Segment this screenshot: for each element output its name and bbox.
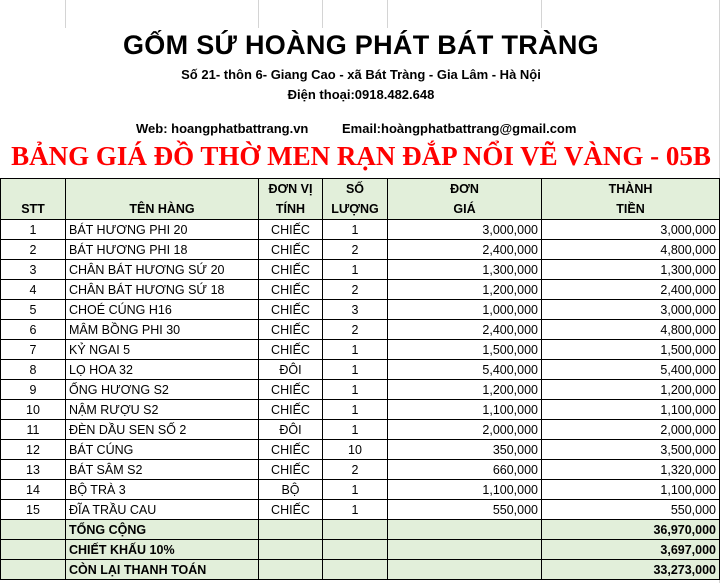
empty-cell[interactable] (323, 540, 388, 560)
cell-unit[interactable]: BỘ (259, 480, 323, 500)
cell-line-total[interactable]: 1,500,000 (542, 340, 720, 360)
cell-line-total[interactable]: 1,100,000 (542, 400, 720, 420)
company-web: Web: hoangphatbattrang.vn (136, 121, 309, 136)
company-phone: Điện thoại:0918.482.648 (287, 87, 435, 102)
gridline (258, 0, 259, 28)
cell-row-number[interactable]: 15 (1, 500, 66, 520)
cell-unit-price[interactable]: 550,000 (388, 500, 542, 520)
summary-row (1, 520, 720, 540)
summary-row (1, 560, 720, 580)
empty-cell[interactable] (259, 520, 323, 540)
column-header-text: THÀNH (608, 182, 653, 196)
empty-cell[interactable] (1, 540, 66, 560)
table-row (1, 400, 720, 420)
cell-quantity[interactable]: 3 (323, 300, 388, 320)
column-header-text: SỐ (345, 182, 365, 196)
table-row (1, 460, 720, 480)
cell-row-number[interactable]: 3 (1, 260, 66, 280)
table-row (1, 440, 720, 460)
empty-cell[interactable] (323, 560, 388, 580)
table-row (1, 420, 720, 440)
column-header-text: GIÁ (453, 202, 476, 216)
cell-unit-price[interactable]: 1,000,000 (388, 300, 542, 320)
company-address: Số 21- thôn 6- Giang Cao - xã Bát Tràng - Gia Lâm - Hà Nội (181, 67, 541, 82)
table-row (1, 380, 720, 400)
cell-unit-price[interactable]: 2,400,000 (388, 320, 542, 340)
column-header-text: TIỀN (616, 202, 645, 216)
cell-line-total[interactable]: 2,000,000 (542, 420, 720, 440)
cell-quantity[interactable]: 1 (323, 340, 388, 360)
cell-line-total[interactable]: 1,300,000 (542, 260, 720, 280)
table-row (1, 480, 720, 500)
summary-label[interactable]: CÒN LẠI THANH TOÁN (66, 560, 259, 580)
gridline (387, 0, 388, 28)
cell-row-number[interactable]: 13 (1, 460, 66, 480)
cell-item-name[interactable]: KỶ NGAI 5 (66, 340, 259, 360)
cell-line-total[interactable]: 1,200,000 (542, 380, 720, 400)
summary-value[interactable]: 3,697,000 (542, 540, 720, 560)
empty-cell[interactable] (259, 540, 323, 560)
summary-label[interactable]: CHIẾT KHẤU 10% (66, 540, 259, 560)
cell-item-name[interactable]: BỘ TRÀ 3 (66, 480, 259, 500)
cell-unit[interactable]: CHIẾC (259, 280, 323, 300)
cell-line-total[interactable]: 3,500,000 (542, 440, 720, 460)
cell-row-number[interactable]: 11 (1, 420, 66, 440)
empty-cell[interactable] (388, 560, 542, 580)
cell-line-total[interactable]: 2,400,000 (542, 280, 720, 300)
gridline (322, 0, 323, 28)
cell-unit-price[interactable]: 1,200,000 (388, 380, 542, 400)
cell-quantity[interactable]: 1 (323, 400, 388, 420)
cell-row-number[interactable]: 4 (1, 280, 66, 300)
cell-unit[interactable]: ĐÔI (259, 420, 323, 440)
cell-item-name[interactable]: CHÂN BÁT HƯƠNG SỨ 20 (66, 260, 259, 280)
table-row (1, 500, 720, 520)
price-table (0, 178, 720, 580)
cell-quantity[interactable]: 1 (323, 500, 388, 520)
column-header (1, 179, 66, 220)
cell-row-number[interactable]: 6 (1, 320, 66, 340)
cell-unit[interactable]: CHIẾC (259, 340, 323, 360)
column-header (323, 179, 388, 220)
cell-quantity[interactable]: 2 (323, 320, 388, 340)
cell-unit[interactable]: CHIẾC (259, 320, 323, 340)
column-header-text (69, 179, 255, 199)
cell-unit-price[interactable]: 2,400,000 (388, 240, 542, 260)
column-header-text (4, 179, 62, 199)
cell-unit[interactable]: CHIẾC (259, 440, 323, 460)
cell-unit[interactable]: CHIẾC (259, 220, 323, 240)
cell-row-number[interactable]: 10 (1, 400, 66, 420)
cell-line-total[interactable]: 4,800,000 (542, 320, 720, 340)
cell-row-number[interactable]: 1 (1, 220, 66, 240)
company-email: Email:hoàngphatbattrang@gmail.com (342, 121, 577, 136)
cell-quantity[interactable]: 2 (323, 240, 388, 260)
empty-cell[interactable] (323, 520, 388, 540)
column-header-text: TÍNH (275, 202, 306, 216)
column-header-text: ĐƠN VỊ (268, 182, 313, 196)
column-header-text: ĐƠN (450, 182, 479, 196)
cell-row-number[interactable]: 8 (1, 360, 66, 380)
table-row (1, 240, 720, 260)
company-name: GỐM SỨ HOÀNG PHÁT BÁT TRÀNG (123, 30, 599, 60)
summary-value[interactable]: 33,273,000 (542, 560, 720, 580)
cell-item-name[interactable]: ỐNG HƯƠNG S2 (66, 380, 259, 400)
gridline (65, 0, 66, 28)
cell-line-total[interactable]: 3,000,000 (542, 220, 720, 240)
cell-unit-price[interactable]: 660,000 (388, 460, 542, 480)
column-header (259, 179, 323, 220)
cell-item-name[interactable]: BÁT HƯƠNG PHI 20 (66, 220, 259, 240)
cell-unit[interactable]: CHIẾC (259, 300, 323, 320)
table-row (1, 220, 720, 240)
cell-item-name[interactable]: BÁT SÂM S2 (66, 460, 259, 480)
table-row (1, 280, 720, 300)
cell-quantity[interactable]: 1 (323, 380, 388, 400)
column-header (388, 179, 542, 220)
table-header-row (1, 179, 720, 220)
cell-line-total[interactable]: 5,400,000 (542, 360, 720, 380)
empty-cell[interactable] (1, 520, 66, 540)
cell-unit[interactable]: CHIẾC (259, 380, 323, 400)
cell-line-total[interactable]: 4,800,000 (542, 240, 720, 260)
cell-unit[interactable]: CHIẾC (259, 400, 323, 420)
cell-item-name[interactable]: BÁT CÚNG (66, 440, 259, 460)
cell-unit-price[interactable]: 350,000 (388, 440, 542, 460)
column-header-text: LƯỢNG (331, 202, 379, 216)
column-header-text: TÊN HÀNG (129, 202, 195, 216)
cell-quantity[interactable]: 2 (323, 460, 388, 480)
cell-quantity[interactable]: 1 (323, 360, 388, 380)
cell-quantity[interactable]: 1 (323, 420, 388, 440)
cell-item-name[interactable]: LỌ HOA 32 (66, 360, 259, 380)
cell-row-number[interactable]: 14 (1, 480, 66, 500)
cell-item-name[interactable]: CHOÉ CÚNG H16 (66, 300, 259, 320)
cell-line-total[interactable]: 3,000,000 (542, 300, 720, 320)
cell-item-name[interactable]: CHÂN BÁT HƯƠNG SỨ 18 (66, 280, 259, 300)
cell-unit-price[interactable]: 1,100,000 (388, 480, 542, 500)
cell-item-name[interactable]: ĐÈN DẦU SEN SỐ 2 (66, 420, 259, 440)
summary-row (1, 540, 720, 560)
gridline (541, 0, 542, 28)
cell-row-number[interactable]: 5 (1, 300, 66, 320)
table-row (1, 260, 720, 280)
column-header (66, 179, 259, 220)
table-row (1, 340, 720, 360)
cell-unit-price[interactable]: 1,200,000 (388, 280, 542, 300)
table-row (1, 320, 720, 340)
cell-row-number[interactable]: 12 (1, 440, 66, 460)
cell-quantity[interactable]: 1 (323, 220, 388, 240)
cell-unit[interactable]: ĐÔI (259, 360, 323, 380)
summary-value[interactable]: 36,970,000 (542, 520, 720, 540)
cell-unit-price[interactable]: 3,000,000 (388, 220, 542, 240)
cell-unit-price[interactable]: 2,000,000 (388, 420, 542, 440)
cell-quantity[interactable]: 1 (323, 480, 388, 500)
cell-item-name[interactable]: ĐĨA TRẦU CAU (66, 500, 259, 520)
column-header-text: STT (21, 202, 45, 216)
cell-row-number[interactable]: 2 (1, 240, 66, 260)
cell-item-name[interactable]: MÂM BỒNG PHI 30 (66, 320, 259, 340)
cell-line-total[interactable]: 1,100,000 (542, 480, 720, 500)
empty-cell[interactable] (388, 520, 542, 540)
empty-cell[interactable] (388, 540, 542, 560)
cell-quantity[interactable]: 10 (323, 440, 388, 460)
empty-cell[interactable] (1, 560, 66, 580)
cell-unit[interactable]: CHIẾC (259, 260, 323, 280)
cell-unit[interactable]: CHIẾC (259, 240, 323, 260)
cell-unit-price[interactable]: 1,500,000 (388, 340, 542, 360)
cell-unit-price[interactable]: 1,100,000 (388, 400, 542, 420)
cell-item-name[interactable]: BÁT HƯƠNG PHI 18 (66, 240, 259, 260)
table-row (1, 360, 720, 380)
cell-unit[interactable]: CHIẾC (259, 460, 323, 480)
cell-row-number[interactable]: 9 (1, 380, 66, 400)
column-header (542, 179, 720, 220)
price-list-title: BẢNG GIÁ ĐỒ THỜ MEN RẠN ĐẮP NỔI VẼ VÀNG - 05B (11, 141, 711, 171)
empty-cell[interactable] (259, 560, 323, 580)
cell-line-total[interactable]: 550,000 (542, 500, 720, 520)
cell-unit[interactable]: CHIẾC (259, 500, 323, 520)
cell-item-name[interactable]: NẬM RƯỢU S2 (66, 400, 259, 420)
summary-label[interactable]: TỔNG CỘNG (66, 520, 259, 540)
cell-quantity[interactable]: 2 (323, 280, 388, 300)
cell-row-number[interactable]: 7 (1, 340, 66, 360)
cell-unit-price[interactable]: 5,400,000 (388, 360, 542, 380)
cell-unit-price[interactable]: 1,300,000 (388, 260, 542, 280)
cell-line-total[interactable]: 1,320,000 (542, 460, 720, 480)
table-row (1, 300, 720, 320)
cell-quantity[interactable]: 1 (323, 260, 388, 280)
